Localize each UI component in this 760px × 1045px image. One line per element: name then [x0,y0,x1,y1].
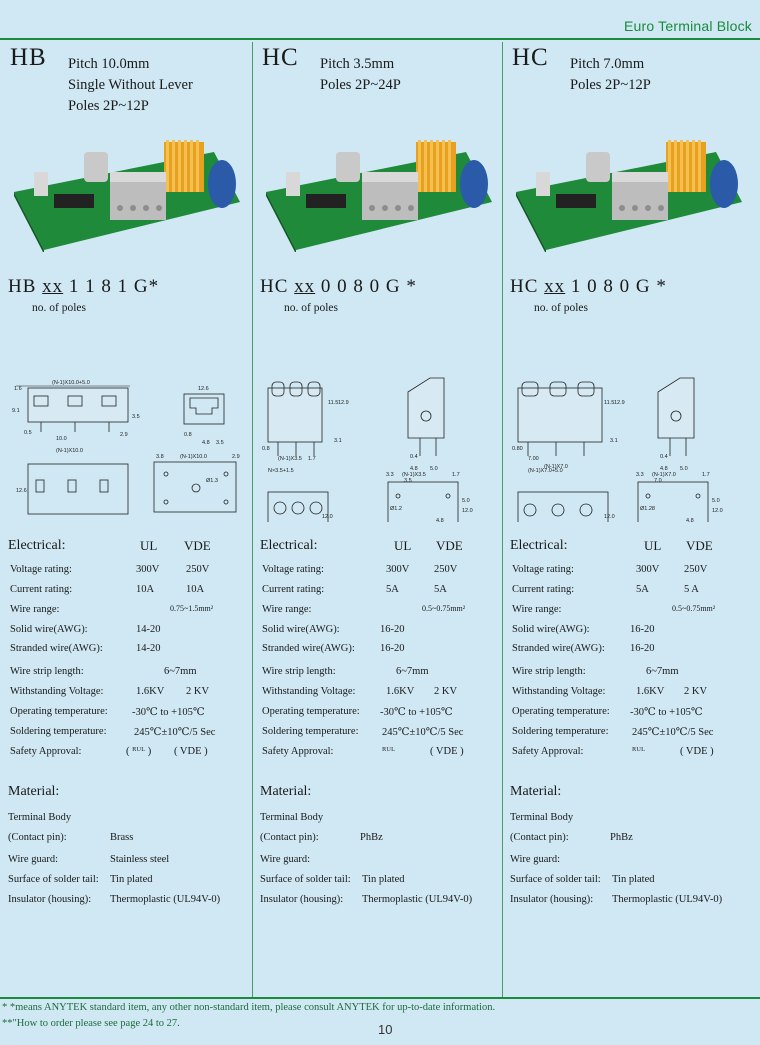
product-column-hb [0,42,246,992]
material-label: Terminal Body [510,812,574,823]
ul-column-header: UL [644,538,662,553]
dimension-drawing [258,332,494,522]
header-rule [0,38,760,40]
elec-label: Wire strip length: [262,666,336,677]
product-photo [266,132,492,252]
elec-vde-value: 0.5~0.75mm² [422,604,466,613]
series-code: HC [512,44,549,71]
elec-label: Operating temperature: [262,706,360,717]
svg-text:5.0: 5.0 [462,498,470,504]
svg-text:0.4: 0.4 [660,454,668,460]
material-value: PhBz [610,832,633,843]
elec-ul-value: 16-20 [380,624,405,635]
svg-text:0.80: 0.80 [512,446,523,452]
elec-label: Solid wire(AWG): [262,624,340,635]
svg-text:3.1: 3.1 [610,438,618,444]
electrical-header: Electrical: [260,538,318,553]
svg-text:12.6: 12.6 [16,488,27,494]
elec-vde-value: 0.75~1.5mm² [170,604,214,613]
elec-label: Wire strip length: [512,666,586,677]
svg-text:3.5: 3.5 [132,414,140,420]
material-value: Tin plated [612,874,655,885]
svg-text:12.0: 12.0 [712,508,723,514]
svg-text:5.0: 5.0 [680,466,688,472]
svg-text:(N-1)X10.0+5.0: (N-1)X10.0+5.0 [52,380,90,386]
elec-vde-value: ( VDE ) [430,746,464,757]
svg-text:4.8: 4.8 [660,466,668,472]
page-number: 10 [378,1022,393,1037]
part-poles-placeholder: xx [42,276,64,297]
material-label: (Contact pin): [510,832,569,843]
svg-text:12.0: 12.0 [322,514,333,520]
svg-text:9.1: 9.1 [12,408,20,414]
part-poles-placeholder: xx [294,276,316,297]
spec-line: Pitch 7.0mm [570,56,645,72]
part-poles-placeholder: xx [544,276,566,297]
elec-vde-value: 5A [434,584,447,595]
elec-label: Safety Approval: [262,746,334,757]
elec-ul-value: 245℃±10℃/5 Sec [382,727,464,738]
elec-label: Soldering temperature: [262,726,359,737]
elec-ul-value: ᴿᵁᴸ [382,746,395,757]
svg-text:Ø1.28: Ø1.28 [640,506,655,512]
svg-text:4.8: 4.8 [686,518,694,522]
elec-label: Stranded wire(AWG): [262,643,355,654]
svg-text:5.0: 5.0 [712,498,720,504]
material-label: Terminal Body [8,812,72,823]
svg-text:3.3: 3.3 [636,472,644,478]
spec-line: Poles 2P~12P [68,98,149,114]
material-value: Brass [110,832,134,843]
elec-label: Current rating: [512,584,575,595]
svg-text:0.8: 0.8 [184,432,192,438]
product-photo [14,132,240,252]
elec-ul-value: 1.6KV [386,686,415,697]
svg-text:11.5: 11.5 [604,400,615,406]
material-label: Surface of solder tail: [510,874,601,885]
elec-ul-value: 14-20 [136,643,161,654]
spec-line: Poles 2P~12P [570,77,651,93]
svg-text:7.0: 7.0 [654,478,662,484]
svg-text:12.6: 12.6 [198,386,209,392]
material-label: Wire guard: [8,854,59,865]
elec-vde-value: 2 KV [434,686,458,697]
elec-label: Voltage rating: [262,564,324,575]
svg-text:1.6: 1.6 [14,386,22,392]
elec-label: Wire range: [10,604,60,615]
svg-text:11.5: 11.5 [328,400,339,406]
material-label: Insulator (housing): [260,894,344,905]
poles-note: no. of poles [534,302,588,314]
elec-label: Safety Approval: [512,746,584,757]
part-number [510,276,667,298]
svg-text:(N-1)X10.0: (N-1)X10.0 [180,454,207,460]
elec-ul-value: 300V [386,564,410,575]
elec-label: Soldering temperature: [10,726,107,737]
elec-ul-value: 5A [386,584,399,595]
elec-label: Voltage rating: [10,564,72,575]
elec-label: Wire range: [262,604,312,615]
material-value: PhBz [360,832,383,843]
svg-text:12.9: 12.9 [614,400,625,406]
footer-rule [0,997,760,999]
elec-vde-value: 0.5~0.75mm² [672,604,716,613]
svg-text:3.3: 3.3 [386,472,394,478]
material-value: Stainless steel [110,854,170,865]
page-title: Euro Terminal Block [623,18,752,34]
elec-label: Voltage rating: [512,564,574,575]
elec-ul-value: 1.6KV [136,686,165,697]
product-column-hc70 [502,42,748,992]
elec-ul-value: ᴿᵁᴸ [632,746,645,757]
elec-ul-value: 300V [636,564,660,575]
elec-vde-value: 2 KV [684,686,708,697]
part-suffix: 0 0 8 0 G * [315,276,417,297]
elec-ul-value: 16-20 [630,643,655,654]
elec-ul-value: 5A [636,584,649,595]
material-label: Insulator (housing): [8,894,92,905]
elec-vde-value: 5 A [684,584,699,595]
svg-text:4.8: 4.8 [410,466,418,472]
elec-label: Withstanding Voltage: [512,686,606,697]
vde-column-header: VDE [184,538,211,553]
svg-text:1.7: 1.7 [702,472,710,478]
svg-text:7.00: 7.00 [528,456,539,462]
elec-ul-value: 14-20 [136,624,161,635]
series-code: HB [10,44,47,71]
material-value: Tin plated [110,874,153,885]
svg-text:0.4: 0.4 [410,454,418,460]
elec-vde-value: ( VDE ) [680,746,714,757]
series-code: HC [262,44,299,71]
elec-label: Current rating: [10,584,73,595]
elec-label: Stranded wire(AWG): [512,643,605,654]
elec-ul-value: 245℃±10℃/5 Sec [632,727,714,738]
spec-line: Single Without Lever [68,77,193,93]
material-value: Thermoplastic (UL94V-0) [110,894,221,905]
elec-ul-value: 6~7mm [646,666,679,677]
svg-text:3.8: 3.8 [156,454,164,460]
material-header: Material: [510,784,562,799]
material-label: Insulator (housing): [510,894,594,905]
elec-ul-value: 16-20 [630,624,655,635]
svg-text:2.9: 2.9 [120,432,128,438]
svg-text:12.0: 12.0 [604,514,615,520]
vde-column-header: VDE [436,538,463,553]
spec-summary [68,54,193,117]
vde-column-header: VDE [686,538,713,553]
elec-label: Wire strip length: [10,666,84,677]
svg-text:2.9: 2.9 [232,454,240,460]
svg-text:4.8: 4.8 [436,518,444,522]
elec-label: Operating temperature: [10,706,108,717]
material-header: Material: [8,784,60,799]
elec-label: Withstanding Voltage: [262,686,356,697]
svg-text:(N-1)X7.0+5.0: (N-1)X7.0+5.0 [528,468,563,474]
footnote-standard-item: * *means ANYTEK standard item, any other non-standard item, please consult ANYTEK for up-to-date information. [2,1002,496,1013]
spec-summary [320,54,401,96]
material-label: (Contact pin): [8,832,67,843]
elec-vde-value: 2 KV [186,686,210,697]
elec-ul-value: 6~7mm [164,666,197,677]
svg-text:N×3.5+1.5: N×3.5+1.5 [268,468,294,474]
elec-ul-value: -30℃ to +105℃ [380,707,453,718]
material-label: (Contact pin): [260,832,319,843]
material-header: Material: [260,784,312,799]
material-label: Wire guard: [510,854,561,865]
dimension-drawing [508,332,744,522]
svg-text:(N-1)X3.5: (N-1)X3.5 [402,472,426,478]
svg-text:4.8: 4.8 [202,440,210,446]
elec-ul-value: -30℃ to +105℃ [630,707,703,718]
elec-label: Current rating: [262,584,325,595]
elec-ul-value: ( ᴿᵁᴸ ) [126,746,152,757]
spec-summary [570,54,651,96]
spec-line: Poles 2P~24P [320,77,401,93]
material-value: Thermoplastic (UL94V-0) [362,894,473,905]
elec-ul-value: 16-20 [380,643,405,654]
material-label: Surface of solder tail: [8,874,99,885]
product-photo [516,132,742,252]
part-number [260,276,417,298]
svg-text:0.5: 0.5 [24,430,32,436]
elec-ul-value: 6~7mm [396,666,429,677]
svg-text:0.8: 0.8 [262,446,270,452]
header-banner [0,0,760,40]
svg-text:(N-1)X7.0: (N-1)X7.0 [652,472,676,478]
svg-text:1.7: 1.7 [308,456,316,462]
svg-text:3.5: 3.5 [404,478,412,484]
elec-ul-value: 300V [136,564,160,575]
product-column-hc35 [252,42,498,992]
svg-text:3.5: 3.5 [216,440,224,446]
svg-text:10.0: 10.0 [56,436,67,442]
part-prefix: HC [510,276,545,297]
elec-label: Safety Approval: [10,746,82,757]
part-number [8,276,159,298]
part-prefix: HC [260,276,295,297]
svg-text:12.0: 12.0 [462,508,473,514]
elec-vde-value: 250V [684,564,708,575]
svg-text:5.0: 5.0 [430,466,438,472]
elec-vde-value: 10A [186,584,205,595]
part-suffix: 1 1 8 1 G* [63,276,160,297]
material-label: Wire guard: [260,854,311,865]
ul-column-header: UL [394,538,412,553]
svg-text:3.1: 3.1 [334,438,342,444]
elec-label: Withstanding Voltage: [10,686,104,697]
poles-note: no. of poles [284,302,338,314]
material-value: Tin plated [362,874,405,885]
svg-text:Ø1.3: Ø1.3 [206,478,218,484]
material-value: Thermoplastic (UL94V-0) [612,894,723,905]
elec-ul-value: 10A [136,584,155,595]
elec-label: Stranded wire(AWG): [10,643,103,654]
spec-line: Pitch 10.0mm [68,56,150,72]
svg-text:(N-1)X7.0: (N-1)X7.0 [544,464,568,470]
electrical-header: Electrical: [8,538,66,553]
svg-text:Ø1.2: Ø1.2 [390,506,402,512]
elec-ul-value: 1.6KV [636,686,665,697]
poles-note: no. of poles [32,302,86,314]
material-label: Terminal Body [260,812,324,823]
elec-vde-value: 250V [434,564,458,575]
elec-label: Wire range: [512,604,562,615]
elec-ul-value: 245℃±10℃/5 Sec [134,727,216,738]
svg-text:(N-1)X10.0: (N-1)X10.0 [56,448,83,454]
part-prefix: HB [8,276,43,297]
material-label: Surface of solder tail: [260,874,351,885]
elec-label: Operating temperature: [512,706,610,717]
svg-text:1.7: 1.7 [452,472,460,478]
electrical-header: Electrical: [510,538,568,553]
svg-text:12.9: 12.9 [338,400,349,406]
svg-text:(N-1)X3.5: (N-1)X3.5 [278,456,302,462]
part-suffix: 1 0 8 0 G * [565,276,667,297]
spec-line: Pitch 3.5mm [320,56,395,72]
elec-label: Solid wire(AWG): [512,624,590,635]
elec-label: Soldering temperature: [512,726,609,737]
elec-ul-value: -30℃ to +105℃ [132,707,205,718]
ul-column-header: UL [140,538,158,553]
elec-vde-value: 250V [186,564,210,575]
elec-label: Solid wire(AWG): [10,624,88,635]
footnote-how-to-order: **"How to order please see page 24 to 27. [2,1018,180,1029]
elec-vde-value: ( VDE ) [174,746,208,757]
dimension-drawing [6,332,242,522]
